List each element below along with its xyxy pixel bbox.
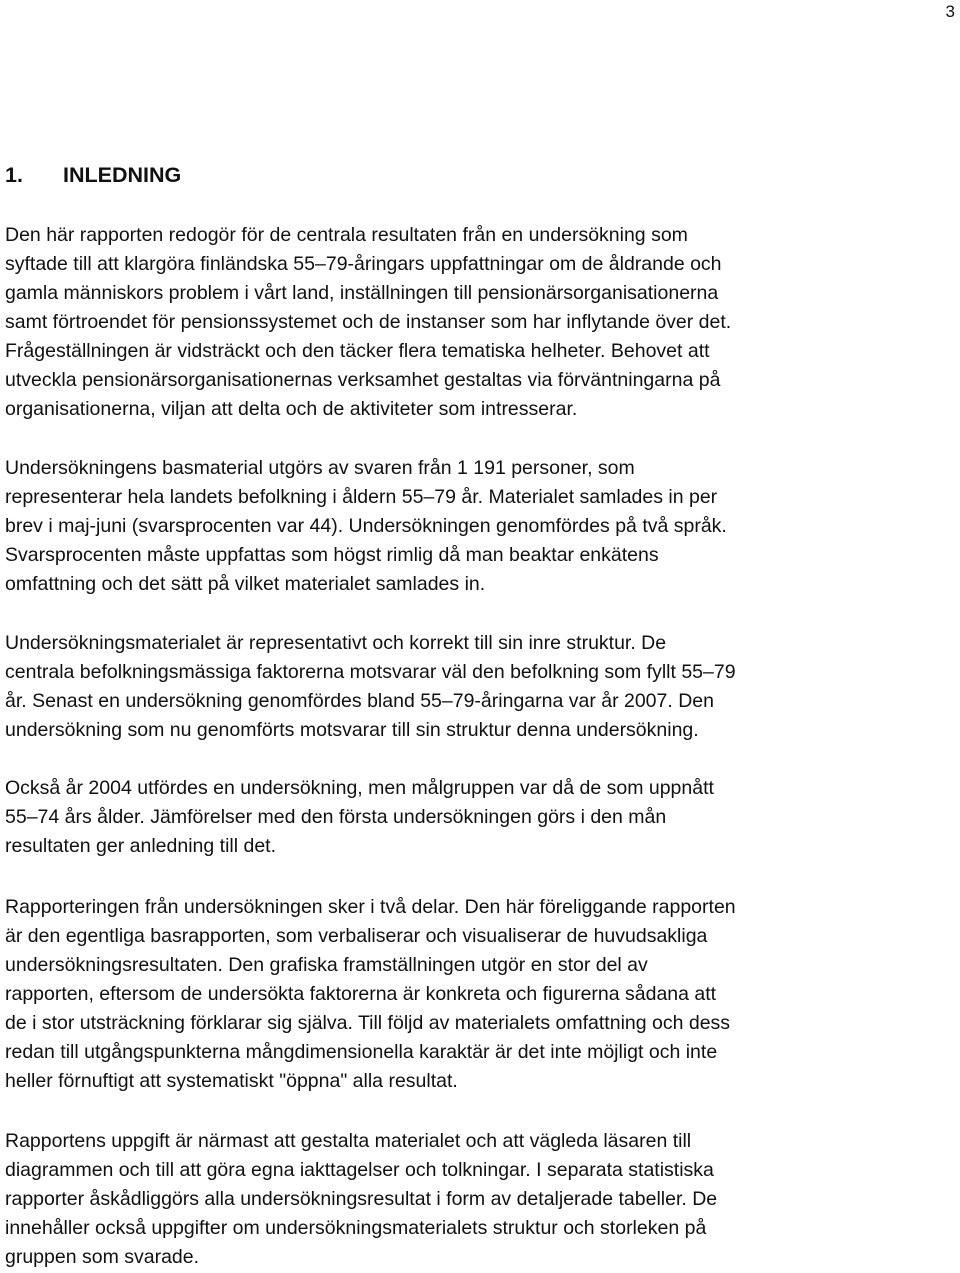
paragraph-report-purpose: Rapportens uppgift är närmast att gestalta materialet och att vägleda läsaren till diagrammen och till att göra egna iakttagelser och tolkningar. I separata statistiska rapporter åskådliggörs alla undersökningsresultat i form av detaljerade tabeller. De innehåller också uppgifter om undersökningsmaterialets struktur och storleken på gruppen som svarade. [5, 1130, 718, 1268]
paragraph-representativeness: Undersökningsmaterialet är representativt och korrekt till sin inre struktur. De centrala befolkningsmässiga faktorerna motsvarar väl den befolkning som fyllt 55–79 år. Senast en undersökning genomfördes bland 55–79-åringarna var år 2007. Den undersökning som nu genomförts motsvarar till sin struktur denna undersökning. [5, 632, 736, 741]
paragraph-material: Undersökningens basmaterial utgörs av svaren från 1 191 personer, som representerar hela landets befolkning i åldern 55–79 år. Materialet samlades in per brev i maj-juni (svarsprocenten var 44). Undersökningen genomfördes på två språk. Svarsprocenten måste uppfattas som högst rimlig då man beaktar enkätens omfattning och det sätt på vilket materialet samlades in. [5, 457, 727, 595]
paragraph-reporting: Rapporteringen från undersökningen sker i två delar. Den här föreliggande rapporten är den egentliga basrapporten, som verbaliserar och visualiserar de huvudsakliga undersökningsresultaten. Den grafiska framställningen utgör en stor del av rapporten, eftersom de undersökta faktorerna är konkreta och figurerna sådana att de i stor utsträckning förklarar sig själva. Till följd av materialets omfattning och dess redan till utgångspunkterna mångdimensionella karaktär är det inte möjligt och inte heller förnuftigt att systematiskt "öppna" alla resultat. [5, 896, 736, 1092]
section-heading [5, 161, 181, 189]
section-number: 1. [5, 163, 23, 187]
page-number: 3 [945, 2, 955, 21]
paragraph-introduction: Den här rapporten redogör för de centrala resultaten från en undersökning som syftade till att klargöra finländska 55–79-åringars uppfattningar om de åldrande och gamla människors problem i vårt land, inställningen till pensionärsorganisationerna samt förtroendet för pensionssystemet och de instanser som har inflytande över det. Frågeställningen är vidsträckt och den täcker flera tematiska helheter. Behovet att utveckla pensionärsorganisationernas verksamhet gestaltas via förväntningarna på organisationerna, viljan att delta och de aktiviteter som intresserar. [5, 224, 732, 420]
paragraph-comparison: Också år 2004 utfördes en undersökning, men målgruppen var då de som uppnått 55–74 års ålder. Jämförelser med den första undersökningen görs i den mån resultaten ger anledning till det. [5, 777, 714, 857]
section-title: INLEDNING [63, 163, 182, 187]
